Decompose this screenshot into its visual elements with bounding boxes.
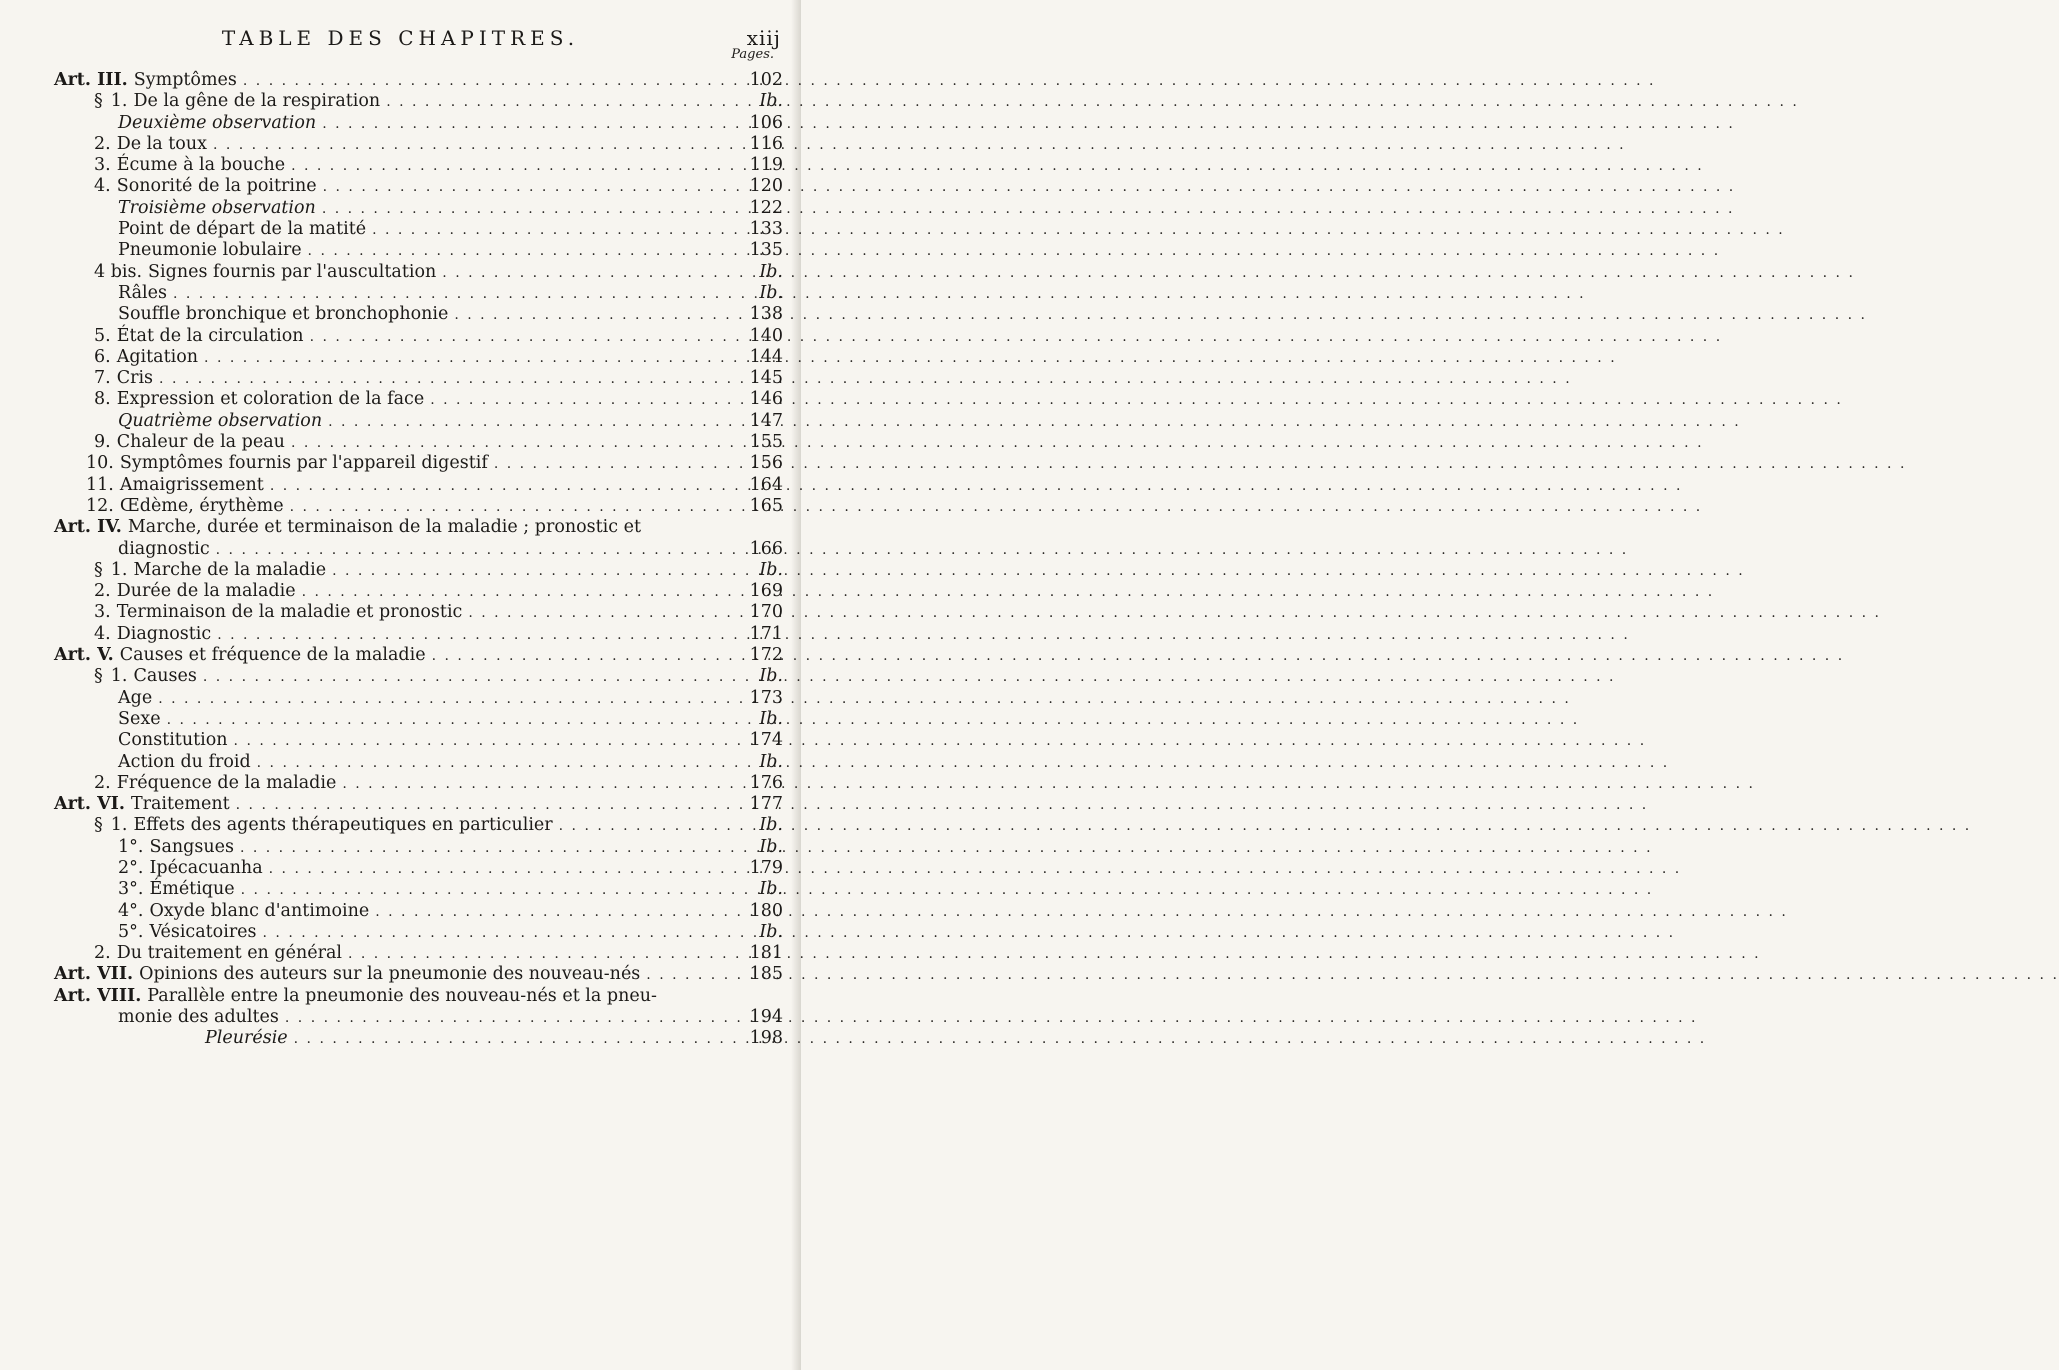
dot-leader [323, 177, 1736, 198]
entry-title: Sangsues [149, 836, 234, 857]
page-reference: 198 [749, 1028, 783, 1049]
dot-leader [342, 774, 1755, 795]
toc-entry-label [118, 304, 448, 325]
toc-entry-label [94, 91, 380, 112]
entry-number: 7. [94, 368, 111, 389]
entry-title: Terminaison de la maladie et pronostic [116, 602, 463, 623]
entry-title: diagnostic [118, 538, 210, 559]
page-reference: 145 [749, 368, 783, 389]
dot-leader [302, 582, 1715, 603]
toc-entry-label [94, 624, 211, 645]
page-reference: Ib. [759, 666, 783, 687]
toc-entry [0, 155, 801, 176]
toc-entry [0, 901, 801, 922]
toc-entry-label [94, 389, 424, 410]
entry-title: Effets des agents thérapeutiques en particulier [133, 815, 553, 836]
entry-number: 2. [94, 581, 111, 602]
toc-entry [0, 134, 801, 155]
dot-leader [494, 454, 1907, 475]
entry-title: Causes et fréquence de la maladie [119, 645, 426, 666]
toc-entry-label [118, 688, 152, 709]
dot-leader [167, 710, 1580, 731]
toc-entry-label [94, 134, 207, 155]
page-reference: 176 [749, 772, 783, 793]
entry-title: Age [118, 687, 153, 708]
entry-number: 3. [94, 155, 111, 176]
page-reference: 164 [749, 474, 783, 495]
toc-entry-label [118, 837, 234, 858]
entry-title: Sexe [118, 708, 161, 729]
entry-title: Souffle bronchique et bronchophonie [118, 304, 449, 325]
article-number: Art. VII. [54, 964, 134, 985]
page-reference: 181 [749, 943, 783, 964]
toc-entry [0, 347, 801, 368]
page-reference: 172 [749, 645, 783, 666]
toc-entry-label [118, 1007, 279, 1028]
dot-leader [213, 135, 1626, 156]
entry-title: Agitation [116, 346, 199, 367]
entry-title: Parallèle entre la pneumonie des nouveau-nés et la pneu- [147, 985, 657, 1006]
entry-title: Causes [133, 666, 197, 687]
section-sign: § [94, 815, 103, 836]
section-sign: § [94, 666, 103, 687]
toc-entry [0, 411, 801, 432]
entry-title: Émétique [149, 879, 235, 900]
dot-leader [234, 731, 1647, 752]
toc-entry-label [118, 922, 257, 943]
toc-entry [0, 517, 801, 538]
entry-title: Oxyde blanc d'antimoine [149, 900, 370, 921]
toc-entry-label [118, 879, 235, 900]
dot-leader [468, 603, 1881, 624]
toc-entry-label [118, 730, 228, 751]
dot-leader [322, 114, 1735, 135]
entry-number: 4. [94, 623, 111, 644]
page-reference: 166 [749, 538, 783, 559]
page-reference: Ib. [759, 559, 783, 580]
toc-entry-label [94, 773, 336, 794]
toc-entry-label [118, 539, 210, 560]
toc-entry [0, 560, 801, 581]
page-reference: Ib. [759, 261, 783, 282]
toc-entry-label [94, 666, 197, 687]
page-reference: 177 [749, 794, 783, 815]
table-of-contents [0, 70, 801, 1050]
dot-leader [158, 689, 1571, 710]
toc-entry-label [205, 1028, 288, 1049]
running-title: TABLE DES CHAPITRES. [221, 26, 580, 50]
page-reference: 174 [749, 730, 783, 751]
toc-entry-label [94, 560, 326, 581]
page-reference: Ib. [759, 282, 783, 303]
entry-title: Deuxième observation [118, 112, 317, 133]
page-reference: Ib. [759, 879, 783, 900]
entry-title: Râles [118, 282, 167, 303]
dot-leader [291, 156, 1704, 177]
toc-entry [0, 91, 801, 112]
entry-title: Fréquence de la maladie [116, 772, 337, 793]
entry-title: monie des adultes [118, 1007, 279, 1028]
entry-title: Symptômes fournis par l'appareil digestif [119, 453, 488, 474]
toc-entry-label [94, 432, 285, 453]
toc-entry-label [94, 368, 153, 389]
toc-entry [0, 70, 801, 91]
page-reference: 194 [749, 1007, 783, 1028]
dot-leader [290, 497, 1703, 518]
entry-number: 2°. [118, 857, 144, 878]
toc-entry [0, 837, 801, 858]
toc-entry [0, 389, 801, 410]
toc-entry-label [54, 517, 641, 538]
toc-entry [0, 368, 801, 389]
entry-title: Expression et coloration de la face [116, 389, 425, 410]
page-reference: 144 [749, 346, 783, 367]
entry-title: Marche, durée et terminaison de la maladie ; pronostic et [127, 517, 642, 538]
toc-entry [0, 581, 801, 602]
toc-entry-label [94, 176, 317, 197]
dot-leader [372, 220, 1785, 241]
entry-number: 3°. [118, 879, 144, 900]
entry-number: 5. [94, 325, 111, 346]
entry-title: Vésicatoires [149, 921, 257, 942]
toc-entry-label [118, 858, 263, 879]
page-reference: 146 [749, 389, 783, 410]
toc-entry [0, 240, 801, 261]
article-number: Art. V. [54, 645, 114, 666]
toc-entry [0, 602, 801, 623]
entry-number: 2. [94, 772, 111, 793]
toc-entry [0, 1007, 801, 1028]
dot-leader [291, 433, 1704, 454]
entry-number: 6. [94, 346, 111, 367]
toc-entry-label [118, 240, 302, 261]
dot-leader [173, 284, 1586, 305]
toc-entry-label [54, 645, 426, 666]
page-reference: 156 [749, 453, 783, 474]
dot-leader [348, 944, 1761, 965]
entry-number: 4. [94, 176, 111, 197]
entry-number: 4°. [118, 900, 144, 921]
toc-entry-label [54, 794, 230, 815]
dot-leader [269, 859, 1682, 880]
entry-number: 11. [86, 474, 114, 495]
dot-leader [263, 923, 1676, 944]
toc-entry-label [118, 411, 322, 432]
toc-entry [0, 496, 801, 517]
entry-title: Durée de la maladie [116, 581, 296, 602]
page-reference: 120 [749, 176, 783, 197]
toc-entry [0, 773, 801, 794]
toc-entry [0, 709, 801, 730]
page-reference: 116 [749, 133, 783, 154]
article-number: Art. VI. [54, 794, 125, 815]
toc-entry [0, 624, 801, 645]
entry-title: Sonorité de la poitrine [116, 176, 317, 197]
toc-entry-label [118, 198, 316, 219]
toc-entry [0, 815, 801, 836]
toc-entry-label [94, 347, 198, 368]
entry-number: 10. [86, 453, 114, 474]
entry-number: 2. [94, 943, 111, 964]
dot-leader [375, 902, 1788, 923]
page-reference: 173 [749, 687, 783, 708]
entry-title: État de la circulation [116, 325, 304, 346]
entry-title: Symptômes [133, 70, 237, 90]
entry-number: 3. [94, 602, 111, 623]
entry-title: Écume à la bouche [116, 155, 286, 176]
toc-entry-label [94, 602, 462, 623]
toc-entry-label [54, 70, 237, 91]
dot-leader [442, 263, 1855, 284]
entry-number: 1. [110, 815, 128, 836]
entry-title: Point de départ de la matité [118, 219, 367, 240]
entry-title: Œdème, érythème [119, 495, 284, 516]
toc-entry [0, 326, 801, 347]
toc-entry-label [86, 475, 264, 496]
entry-number: 2. [94, 133, 111, 154]
page-reference: 135 [749, 240, 783, 261]
toc-entry [0, 986, 801, 1007]
article-number: Art. III. [54, 70, 128, 90]
toc-entry-label [94, 815, 553, 836]
toc-entry [0, 219, 801, 240]
toc-entry [0, 432, 801, 453]
toc-entry-label [54, 964, 640, 985]
page-number: xiij [746, 26, 781, 50]
dot-leader [285, 1008, 1698, 1029]
entry-title: Pneumonie lobulaire [118, 240, 302, 261]
toc-entry-label [118, 219, 366, 240]
page-reference: 170 [749, 602, 783, 623]
entry-title: Constitution [118, 730, 228, 751]
toc-entry [0, 475, 801, 496]
toc-entry-label [54, 986, 657, 1007]
dot-leader [241, 880, 1654, 901]
toc-entry-label [118, 901, 369, 922]
dot-leader [386, 92, 1799, 113]
toc-entry [0, 943, 801, 964]
toc-entry-label [86, 496, 284, 517]
page-reference: Ib. [759, 815, 783, 836]
dot-leader [243, 71, 1656, 92]
dot-leader [270, 476, 1683, 497]
page-reference: 119 [749, 155, 783, 176]
entry-title: Opinions des auteurs sur la pneumonie des nouveau-nés [139, 964, 641, 985]
entry-number: 4 bis. [94, 261, 143, 282]
dot-leader [310, 327, 1723, 348]
toc-entry-label [94, 262, 436, 283]
toc-entry [0, 453, 801, 474]
toc-entry-label [94, 943, 342, 964]
page-reference: 169 [749, 581, 783, 602]
entry-title: De la toux [116, 133, 207, 154]
toc-entry-label [118, 709, 161, 730]
section-sign: § [94, 91, 103, 112]
page-reference: 155 [749, 432, 783, 453]
dot-leader [332, 561, 1745, 582]
entry-number: 1. [110, 559, 128, 580]
toc-entry [0, 858, 801, 879]
toc-entry [0, 645, 801, 666]
toc-entry [0, 688, 801, 709]
entry-number: 1. [110, 91, 128, 112]
toc-entry-label [86, 453, 488, 474]
dot-leader [217, 625, 1630, 646]
dot-leader [216, 540, 1629, 561]
entry-title: Marche de la maladie [133, 559, 327, 580]
entry-number: 8. [94, 389, 111, 410]
toc-entry [0, 262, 801, 283]
entry-number: 1°. [118, 836, 144, 857]
entry-title: Action du froid [118, 751, 251, 772]
entry-number: 9. [94, 432, 111, 453]
dot-leader [432, 646, 1845, 667]
toc-entry-label [94, 581, 296, 602]
toc-entry-label [94, 155, 285, 176]
page-reference: 122 [749, 197, 783, 218]
page-reference: Ib. [759, 836, 783, 857]
article-number: Art. VIII. [54, 985, 142, 1006]
toc-entry [0, 176, 801, 197]
toc-entry [0, 666, 801, 687]
dot-leader [159, 369, 1572, 390]
entry-title: Troisième observation [118, 197, 316, 218]
entry-title: Quatrième observation [118, 410, 323, 431]
page-reference: 133 [749, 219, 783, 240]
article-number: Art. IV. [54, 517, 122, 538]
dot-leader [204, 348, 1617, 369]
pages-column-label: Pages. [731, 47, 774, 62]
page-reference: 165 [749, 495, 783, 516]
entry-title: Chaleur de la peau [116, 432, 285, 453]
page-reference: 140 [749, 325, 783, 346]
dot-leader [236, 795, 1649, 816]
toc-entry [0, 304, 801, 325]
dot-leader [257, 753, 1670, 774]
page-reference: 179 [749, 857, 783, 878]
page-reference: Ib. [759, 751, 783, 772]
toc-entry [0, 922, 801, 943]
entry-number: 1. [110, 666, 128, 687]
page-reference: 180 [749, 900, 783, 921]
dot-leader [646, 965, 2059, 986]
toc-entry [0, 794, 801, 815]
toc-entry [0, 730, 801, 751]
entry-title: De la gêne de la respiration [133, 91, 381, 112]
entry-title: Pleurésie [205, 1028, 288, 1049]
running-head [0, 20, 801, 60]
toc-entry [0, 539, 801, 560]
page-reference: 138 [749, 304, 783, 325]
toc-entry [0, 283, 801, 304]
section-sign: § [94, 559, 103, 580]
page-reference: 147 [749, 410, 783, 431]
toc-entry-label [118, 283, 167, 304]
entry-title: Du traitement en général [116, 943, 342, 964]
toc-entry [0, 964, 801, 985]
page-reference: 185 [749, 964, 783, 985]
toc-entry [0, 752, 801, 773]
page-reference: Ib. [759, 708, 783, 729]
dot-leader [430, 390, 1843, 411]
dot-leader [328, 412, 1741, 433]
dot-leader [308, 241, 1721, 262]
entry-title: Ipécacuanha [149, 857, 263, 878]
page-reference: 106 [749, 112, 783, 133]
toc-entry-label [118, 752, 251, 773]
toc-entry [0, 1028, 801, 1049]
entry-title: Signes fournis par l'auscultation [148, 261, 437, 282]
dot-leader [240, 838, 1653, 859]
dot-leader [322, 199, 1735, 220]
dot-leader [203, 667, 1616, 688]
page-reference: 102 [749, 70, 783, 90]
entry-number: 5°. [118, 921, 144, 942]
page-reference: 171 [749, 623, 783, 644]
toc-entry [0, 113, 801, 134]
entry-title: Diagnostic [116, 623, 212, 644]
entry-title: Amaigrissement [119, 474, 264, 495]
entry-title: Cris [116, 368, 154, 389]
entry-title: Traitement [130, 794, 230, 815]
page-reference: Ib. [759, 921, 783, 942]
toc-entry [0, 879, 801, 900]
page-reference: Ib. [759, 91, 783, 112]
toc-entry-label [94, 326, 304, 347]
toc-entry-label [118, 113, 316, 134]
dot-leader [294, 1029, 1707, 1050]
toc-entry [0, 198, 801, 219]
entry-number: 12. [86, 495, 114, 516]
dot-leader [454, 305, 1867, 326]
